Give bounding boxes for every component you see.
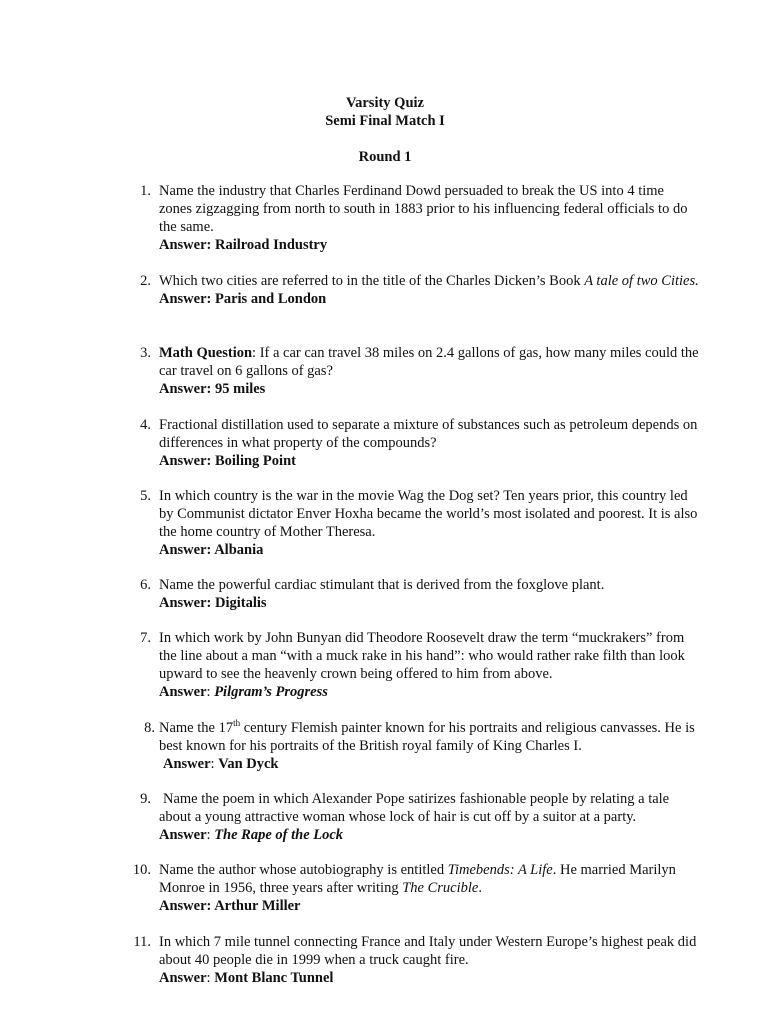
answer-label: Answer: — [159, 291, 212, 307]
question-text-part: . He married Marilyn Monroe in 1956, three years after writing — [159, 862, 676, 896]
answer-line — [159, 755, 700, 773]
question-text: In which country is the war in the movie Wag the Dog set? Ten years prior, this country led by Communist dictator Enver Hoxha became the world’s most isolated and poorest. It is also the home country of Mother Theresa. — [159, 488, 698, 540]
question-text-part: . — [478, 880, 482, 896]
answer-line — [159, 236, 700, 254]
book-title: A tale of two Cities. — [584, 273, 699, 289]
question-item — [125, 487, 700, 559]
answer-label: Answer: — [159, 453, 212, 469]
question-text: Name the industry that Charles Ferdinand Dowd persuaded to break the US into 4 time zones zigzagging from north to south in 1883 prior to his influencing federal officials to do the same. — [159, 183, 688, 235]
answer-text: Paris and London — [214, 291, 327, 307]
question-item — [125, 272, 700, 308]
answer-label: Answer: — [159, 898, 212, 914]
question-text: Fractional distillation used to separate a mixture of substances such as petroleum depends on differences in what property of the compounds? — [159, 417, 698, 451]
answer-label: Answer: — [159, 595, 212, 611]
question-number: 4. — [140, 417, 151, 433]
answer-line — [159, 969, 700, 987]
question-text — [159, 790, 700, 826]
question-number: 3. — [140, 345, 151, 361]
answer-line — [159, 290, 700, 308]
answer-label: Answer: — [159, 542, 212, 558]
answer-line — [159, 594, 700, 612]
question-text: In which work by John Bunyan did Theodore Roosevelt draw the term “muckrakers” from the line about a man “with a muck rake in his hand”: who would rather rake filth than look upward to see the heavenly crown being offered to him from above. — [159, 630, 685, 682]
question-text — [159, 272, 700, 290]
question-number: 10. — [132, 862, 151, 878]
quiz-subtitle: Semi Final Match I — [325, 113, 445, 129]
round-heading: Round 1 — [358, 149, 412, 165]
answer-line — [159, 897, 700, 915]
answer-text: The Rape of the Lock — [214, 827, 344, 843]
answer-label: Answer: — [159, 237, 212, 253]
answer-line — [159, 826, 700, 844]
answer-label: Answer — [163, 756, 211, 772]
question-item — [125, 719, 700, 773]
question-item — [125, 344, 700, 398]
question-item — [125, 182, 700, 254]
answer-separator: : — [206, 827, 215, 843]
answer-separator: : — [206, 684, 215, 700]
answer-separator: : — [206, 970, 215, 986]
answer-line — [159, 452, 700, 470]
question-text: In which 7 mile tunnel connecting France and Italy under Western Europe’s highest peak did about 40 people die in 1999 when a truck caught fire. — [159, 934, 697, 968]
question-item — [125, 933, 700, 987]
question-text: Name the powerful cardiac stimulant that is derived from the foxglove plant. — [159, 577, 605, 593]
question-item — [125, 861, 700, 915]
question-text-part: : If a car can travel 38 miles on 2.4 gallons of gas, how many miles could the car travel on 6 gallons of gas? — [159, 345, 699, 379]
answer-text: Arthur Miller — [214, 898, 301, 914]
question-number: 5. — [140, 488, 151, 504]
answer-label: Answer — [159, 684, 207, 700]
question-text-part: Name the poem in which Alexander Pope satirizes fashionable people by relating a tale about a young attractive woman whose lock of hair is cut off by a suitor at a party. — [159, 791, 670, 825]
answer-line — [159, 541, 700, 559]
question-item — [125, 790, 700, 844]
question-text — [159, 861, 700, 897]
question-text-part: century Flemish painter known for his portraits and religious canvasses. He is best known for his portraits of the British royal family of King Charles I. — [159, 720, 695, 754]
question-text-part: Name the 17 — [159, 720, 234, 736]
answer-text: Digitalis — [214, 595, 267, 611]
question-item — [125, 629, 700, 701]
answer-label: Answer — [159, 827, 207, 843]
answer-text: Railroad Industry — [214, 237, 328, 253]
answer-text: Albania — [214, 542, 264, 558]
question-text — [159, 719, 700, 755]
answer-line — [159, 380, 700, 398]
question-text-part: Which two cities are referred to in the title of the Charles Dicken’s Book — [159, 273, 585, 289]
question-number: 8. — [144, 720, 155, 736]
book-title: Timebends: A Life — [447, 862, 553, 878]
question-text — [159, 344, 700, 380]
answer-text: Pilgram’s Progress — [214, 684, 328, 700]
question-text-part: Name the author whose autobiography is entitled — [159, 862, 448, 878]
answer-text: Boiling Point — [214, 453, 296, 469]
question-number: 6. — [140, 577, 151, 593]
question-number: 9. — [140, 791, 151, 807]
answer-text: Van Dyck — [218, 756, 279, 772]
question-lead: Math Question — [159, 345, 253, 361]
quiz-title: Varsity Quiz — [345, 95, 424, 111]
question-number: 11. — [133, 934, 151, 950]
question-number: 7. — [140, 630, 151, 646]
question-item — [125, 576, 700, 612]
answer-label: Answer — [159, 970, 207, 986]
answer-text: 95 miles — [214, 381, 266, 397]
question-number: 2. — [140, 273, 151, 289]
ordinal-suffix: th — [233, 718, 241, 728]
play-title: The Crucible — [402, 880, 479, 896]
question-number: 1. — [140, 183, 151, 199]
answer-text: Mont Blanc Tunnel — [214, 970, 334, 986]
answer-label: Answer: — [159, 381, 212, 397]
answer-separator: : — [210, 756, 219, 772]
answer-line — [159, 683, 700, 701]
question-item — [125, 416, 700, 470]
